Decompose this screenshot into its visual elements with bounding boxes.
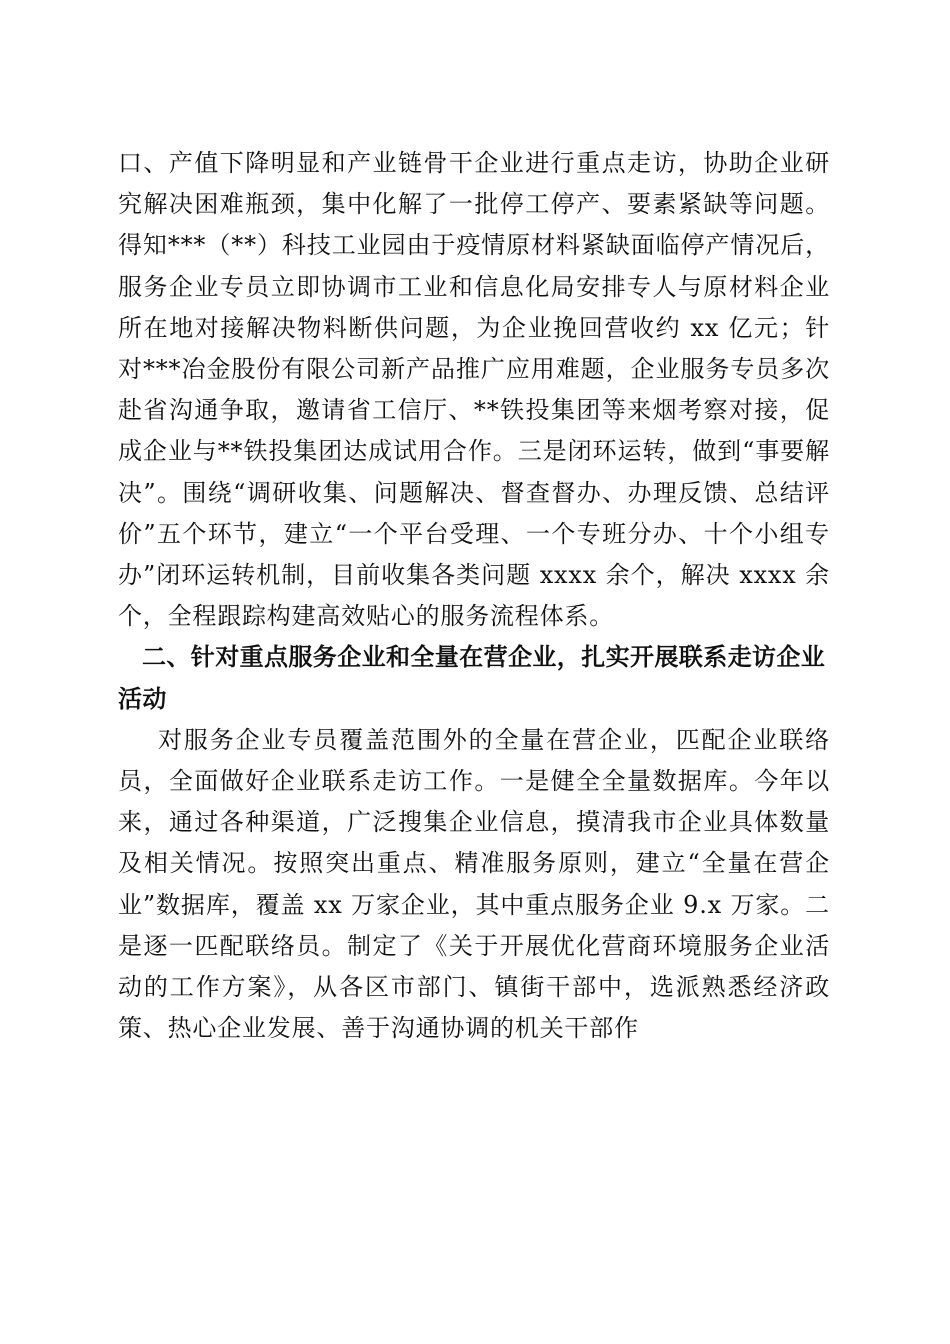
body-paragraph: 口、产值下降明显和产业链骨干企业进行重点走访，协助企业研究解决困难瓶颈，集中化解了一批停工停产、要素紧缺等问题。得知***（**）科技工业园由于疫情原材料紧缺面临停产情况后，服务企业专员立即协调市工业和信息化局安排专人与原材料企业所在地对接解决物料断供问题，为企业挽回营收约 xx 亿元；针对***冶金股份有限公司新产品推广应用难题，企业服务专员多次赴省沟通争取，邀请省工信厅、**铁投集团等来烟考察对接，促成企业与**铁投集团达成试用合作。三是闭环运转，做到“事要解决”。围绕“调研收集、问题解决、督查督办、办理反馈、总结评价”五个环节，建立“一个平台受理、一个专班分办、十个小组专办”闭环运转机制，目前收集各类问题 xxxx 余个，解决 xxxx 余个，全程跟踪构建高效贴心的服务流程体系。 xyxy=(118,149,830,631)
body-paragraph: 对服务企业专员覆盖范围外的全量在营企业，匹配企业联络员，全面做好企业联系走访工作。一是健全全量数据库。今年以来，通过各种渠道，广泛搜集企业信息，摸清我市企业具体数量及相关情况。按照突出重点、精准服务原则，建立“全量在营企业”数据库，覆盖 xx 万家企业，其中重点服务企业 9.x 万家。二是逐一匹配联络员。制定了《关于开展优化营商环境服务企业活动的工作方案》，从各区市部门、镇街干部中，选派熟悉经济政策、热心企业发展、善于沟通协调的机关干部作 xyxy=(118,725,830,1043)
section-heading: 二、针对重点服务企业和全量在营企业，扎实开展联系走访企业活动 xyxy=(118,643,826,713)
document-body xyxy=(118,143,830,1049)
